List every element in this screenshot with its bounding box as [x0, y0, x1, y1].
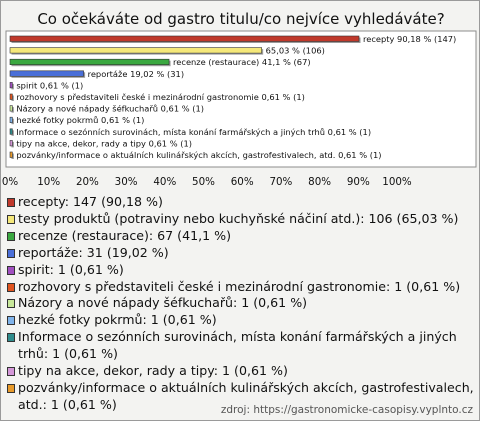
legend-label: pozvánky/informace o aktuálních kulinářských akcích, gastrofestivalech, atd.: 1 (0,61 %)	[18, 379, 474, 412]
legend-item	[6, 329, 476, 363]
legend-label: Informace o sezónních surovinách, místa konání farmářských a jiných trhů: 1 (0,61 %)	[18, 329, 457, 362]
legend-swatch	[7, 249, 15, 258]
legend-swatch	[7, 367, 15, 376]
bar	[10, 59, 169, 64]
x-tick-label: 20%	[75, 176, 99, 188]
legend-item	[6, 262, 476, 279]
legend-swatch	[7, 232, 15, 241]
legend-item	[6, 228, 476, 245]
legend-label: reportáže: 31 (19,02 %)	[18, 244, 169, 260]
legend-label: hezké fotky pokrmů: 1 (0,61 %)	[18, 312, 217, 328]
legend-label: tipy na akce, dekor, rady a tipy: 1 (0,61 %)	[18, 363, 288, 379]
bar	[10, 152, 12, 158]
source-note: zdroj: https://gastronomicke-casopisy.vyplnto.cz	[220, 404, 473, 416]
legend-swatch	[7, 333, 15, 342]
legend-item	[6, 279, 476, 296]
x-tick-label: 0%	[1, 176, 19, 188]
chart-title: Co očekáváte od gastro titulu/co nejvíce vyhledáváte?	[37, 10, 445, 28]
bar-label: recenze (restaurace) 41,1 % (67)	[173, 57, 311, 68]
legend-label: recenze (restaurace): 67 (41,1 %)	[18, 227, 232, 243]
bar-chart	[1, 1, 480, 191]
legend-label: Názory a nové nápady šéfkuchařů: 1 (0,61 %)	[18, 295, 308, 311]
legend-item	[6, 363, 476, 380]
x-tick-label: 40%	[153, 176, 177, 188]
bar-label: rozhovory s představiteli české i mezinárodní gastronomie 0,61 % (1)	[16, 92, 305, 102]
bar	[10, 71, 84, 77]
bar-label: Informace o sezónních surovinách, místa konání farmářských a jiných trhů 0,61 % (1)	[16, 126, 372, 137]
legend-swatch	[7, 283, 15, 292]
x-tick-label: 100%	[382, 176, 412, 188]
legend-swatch	[7, 266, 15, 275]
legend-swatch	[7, 299, 15, 308]
bar-label: reportáže 19,02 % (31)	[87, 68, 185, 79]
legend-swatch	[7, 384, 15, 393]
legend-label: recepty: 147 (90,18 %)	[18, 194, 163, 209]
bar	[10, 36, 359, 42]
x-tick-label: 10%	[37, 176, 61, 188]
bar-label: recepty 90,18 % (147)	[362, 34, 457, 44]
bar	[10, 140, 12, 146]
x-tick-label: 70%	[269, 176, 293, 188]
bar-label: spirit 0,61 % (1)	[16, 80, 84, 91]
bar	[10, 117, 12, 123]
bar	[10, 48, 262, 54]
legend-label: testy produktů (potraviny nebo kuchyňské náčiní atd.): 106 (65,03 %)	[18, 210, 459, 226]
bar-label: hezké fotky pokrmů 0,61 % (1)	[16, 115, 145, 126]
legend-label: rozhovory s představiteli české i mezinárodní gastronomie: 1 (0,61 %)	[18, 278, 461, 294]
bar-label: tipy na akce, dekor, rady a tipy 0,61 % (1)	[16, 138, 192, 149]
bar	[10, 106, 12, 112]
legend-item	[6, 245, 476, 262]
x-tick-label: 80%	[308, 176, 332, 188]
legend-swatch	[7, 316, 15, 325]
legend-swatch	[7, 198, 15, 207]
bar	[10, 94, 12, 100]
legend-label: spirit: 1 (0,61 %)	[18, 261, 124, 277]
bar	[10, 82, 12, 88]
legend-item	[6, 194, 476, 211]
legend	[6, 194, 476, 414]
x-tick-label: 30%	[114, 176, 138, 188]
bar-label: Názory a nové nápady šéfkuchařů 0,61 % (1)	[16, 103, 205, 114]
bar	[10, 129, 12, 135]
legend-item	[6, 295, 476, 312]
legend-swatch	[7, 215, 15, 224]
x-tick-label: 60%	[230, 176, 254, 188]
legend-item	[6, 312, 476, 329]
legend-item	[6, 211, 476, 228]
bar-label: 65,03 % (106)	[265, 45, 325, 56]
x-tick-label: 50%	[192, 176, 215, 188]
bar-label: pozvánky/informace o aktuálních kulinářských akcích, gastrofestivalech, atd. 0,61 % (1)	[16, 150, 382, 160]
x-tick-label: 90%	[346, 176, 370, 188]
